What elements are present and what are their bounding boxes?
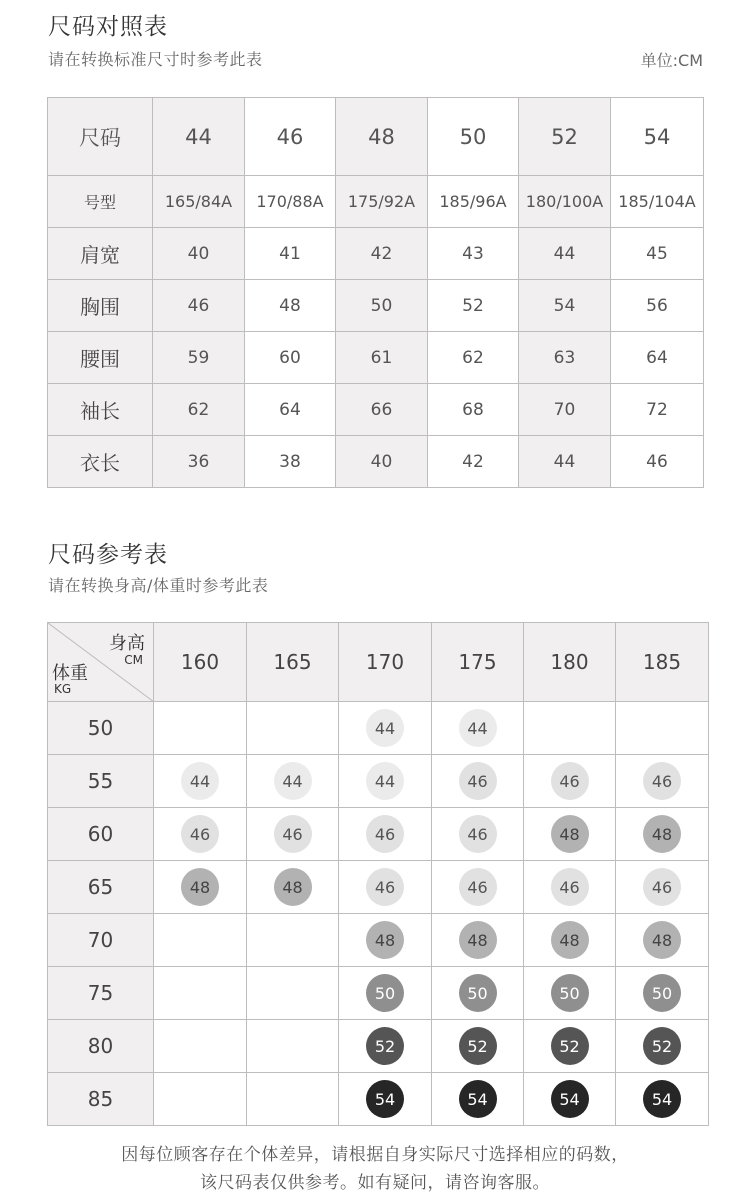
size-badge: 54 xyxy=(643,1080,681,1118)
size-badge: 48 xyxy=(643,921,681,959)
size-cell: 46 xyxy=(611,436,704,488)
height-axis-label: 身高 xyxy=(109,633,145,654)
size-badge: 48 xyxy=(366,921,404,959)
reference-cell xyxy=(432,1020,524,1073)
reference-cell xyxy=(616,914,709,967)
size-badge: 50 xyxy=(643,974,681,1012)
size-badge: 46 xyxy=(181,815,219,853)
reference-cell xyxy=(339,914,432,967)
reference-cell xyxy=(247,808,339,861)
reference-cell xyxy=(339,1020,432,1073)
size-badge: 46 xyxy=(366,815,404,853)
unit-label: 单位:CM xyxy=(640,51,703,70)
size-cell: 60 xyxy=(245,332,336,384)
height-header-cell: 160 xyxy=(154,623,247,702)
reference-cell xyxy=(247,755,339,808)
reference-cell xyxy=(616,702,709,755)
size-chart-subtitle: 请在转换标准尺寸时参考此表 xyxy=(48,50,263,69)
size-row-label: 胸围 xyxy=(48,280,153,332)
size-badge: 54 xyxy=(459,1080,497,1118)
size-row xyxy=(48,332,704,384)
size-badge: 48 xyxy=(274,868,312,906)
size-header-row xyxy=(48,98,704,176)
weight-unit-label: KG xyxy=(54,682,72,696)
reference-cell xyxy=(432,861,524,914)
reference-cell xyxy=(432,702,524,755)
height-header-cell: 170 xyxy=(339,623,432,702)
reference-cell xyxy=(247,861,339,914)
size-cell: 36 xyxy=(153,436,245,488)
size-cell: 54 xyxy=(519,280,611,332)
size-cell: 180/100A xyxy=(519,176,611,228)
reference-cell xyxy=(524,967,616,1020)
size-badge: 44 xyxy=(459,709,497,747)
size-cell: 40 xyxy=(153,228,245,280)
weight-row-label: 70 xyxy=(48,914,154,967)
size-badge: 48 xyxy=(643,815,681,853)
size-cell: 40 xyxy=(336,436,428,488)
size-cell: 45 xyxy=(611,228,704,280)
reference-chart-table xyxy=(47,622,709,1126)
reference-cell xyxy=(154,755,247,808)
weight-row xyxy=(48,861,709,914)
size-badge: 44 xyxy=(366,709,404,747)
reference-cell xyxy=(616,808,709,861)
size-badge: 46 xyxy=(643,868,681,906)
footnote-line-1: 因每位顾客存在个体差异，请根据自身实际尺寸选择相应的码数， xyxy=(121,1145,629,1165)
size-row-label: 肩宽 xyxy=(48,228,153,280)
size-badge: 44 xyxy=(181,762,219,800)
height-unit-label: CM xyxy=(124,653,143,667)
size-cell: 48 xyxy=(245,280,336,332)
size-cell: 170/88A xyxy=(245,176,336,228)
size-badge: 46 xyxy=(459,815,497,853)
reference-cell xyxy=(616,861,709,914)
reference-cell xyxy=(339,755,432,808)
reference-cell xyxy=(247,1020,339,1073)
reference-cell xyxy=(154,702,247,755)
size-badge: 50 xyxy=(551,974,589,1012)
reference-cell xyxy=(247,702,339,755)
height-header-cell: 180 xyxy=(524,623,616,702)
size-cell: 70 xyxy=(519,384,611,436)
weight-row xyxy=(48,1020,709,1073)
size-header-label: 尺码 xyxy=(48,98,153,176)
reference-cell xyxy=(524,861,616,914)
size-cell: 38 xyxy=(245,436,336,488)
size-row xyxy=(48,436,704,488)
size-badge: 46 xyxy=(274,815,312,853)
reference-cell xyxy=(339,702,432,755)
weight-row xyxy=(48,755,709,808)
reference-cell xyxy=(247,1073,339,1126)
weight-row xyxy=(48,914,709,967)
height-header-cell: 175 xyxy=(432,623,524,702)
size-badge: 50 xyxy=(366,974,404,1012)
size-cell: 52 xyxy=(428,280,519,332)
size-row xyxy=(48,176,704,228)
reference-cell xyxy=(524,1073,616,1126)
weight-row xyxy=(48,1073,709,1126)
reference-cell xyxy=(247,967,339,1020)
size-badge: 44 xyxy=(274,762,312,800)
size-cell: 64 xyxy=(611,332,704,384)
size-row xyxy=(48,384,704,436)
size-cell: 175/92A xyxy=(336,176,428,228)
size-badge: 46 xyxy=(459,868,497,906)
reference-chart-title: 尺码参考表 xyxy=(48,542,168,568)
reference-cell xyxy=(616,1073,709,1126)
size-chart-title: 尺码对照表 xyxy=(48,14,168,40)
size-cell: 56 xyxy=(611,280,704,332)
size-badge: 52 xyxy=(459,1027,497,1065)
reference-cell xyxy=(154,1073,247,1126)
size-badge: 50 xyxy=(459,974,497,1012)
reference-cell xyxy=(524,755,616,808)
size-badge: 46 xyxy=(459,762,497,800)
weight-axis-label: 体重 xyxy=(52,663,88,684)
size-cell: 62 xyxy=(153,384,245,436)
size-header-cell: 50 xyxy=(428,98,519,176)
footnote-line-2: 该尺码表仅供参考。如有疑问，请咨询客服。 xyxy=(200,1173,550,1193)
size-badge: 48 xyxy=(459,921,497,959)
size-cell: 72 xyxy=(611,384,704,436)
reference-chart-subtitle: 请在转换身高/体重时参考此表 xyxy=(48,576,269,595)
size-cell: 61 xyxy=(336,332,428,384)
size-row-label: 袖长 xyxy=(48,384,153,436)
size-cell: 59 xyxy=(153,332,245,384)
size-cell: 68 xyxy=(428,384,519,436)
size-header-cell: 46 xyxy=(245,98,336,176)
reference-cell xyxy=(154,861,247,914)
size-cell: 44 xyxy=(519,436,611,488)
size-badge: 46 xyxy=(366,868,404,906)
size-badge: 48 xyxy=(551,815,589,853)
reference-cell xyxy=(524,808,616,861)
size-badge: 52 xyxy=(366,1027,404,1065)
size-cell: 41 xyxy=(245,228,336,280)
size-cell: 42 xyxy=(336,228,428,280)
footnote xyxy=(0,1141,750,1197)
weight-row xyxy=(48,967,709,1020)
reference-cell xyxy=(432,967,524,1020)
reference-cell xyxy=(339,967,432,1020)
size-row-label: 衣长 xyxy=(48,436,153,488)
weight-row xyxy=(48,808,709,861)
reference-cell xyxy=(524,702,616,755)
size-header-cell: 48 xyxy=(336,98,428,176)
size-badge: 48 xyxy=(181,868,219,906)
reference-cell xyxy=(154,914,247,967)
size-cell: 165/84A xyxy=(153,176,245,228)
size-badge: 46 xyxy=(551,762,589,800)
height-header-cell: 185 xyxy=(616,623,709,702)
size-cell: 185/104A xyxy=(611,176,704,228)
size-row-label: 腰围 xyxy=(48,332,153,384)
reference-cell xyxy=(524,1020,616,1073)
reference-cell xyxy=(616,967,709,1020)
reference-cell xyxy=(616,755,709,808)
weight-row-label: 65 xyxy=(48,861,154,914)
size-chart-table xyxy=(47,97,704,488)
reference-cell xyxy=(154,967,247,1020)
size-cell: 46 xyxy=(153,280,245,332)
size-badge: 54 xyxy=(551,1080,589,1118)
reference-header-row xyxy=(48,623,709,702)
size-cell: 66 xyxy=(336,384,428,436)
size-header-cell: 52 xyxy=(519,98,611,176)
size-cell: 185/96A xyxy=(428,176,519,228)
size-cell: 64 xyxy=(245,384,336,436)
weight-row xyxy=(48,702,709,755)
reference-cell xyxy=(432,808,524,861)
size-header-cell: 44 xyxy=(153,98,245,176)
reference-cell xyxy=(432,1073,524,1126)
reference-cell xyxy=(524,914,616,967)
size-header-cell: 54 xyxy=(611,98,704,176)
weight-row-label: 75 xyxy=(48,967,154,1020)
weight-row-label: 85 xyxy=(48,1073,154,1126)
reference-cell xyxy=(432,755,524,808)
size-cell: 63 xyxy=(519,332,611,384)
size-row-label: 号型 xyxy=(48,176,153,228)
size-cell: 50 xyxy=(336,280,428,332)
size-badge: 46 xyxy=(643,762,681,800)
size-cell: 44 xyxy=(519,228,611,280)
size-row xyxy=(48,280,704,332)
size-badge: 52 xyxy=(643,1027,681,1065)
reference-cell xyxy=(339,1073,432,1126)
size-badge: 52 xyxy=(551,1027,589,1065)
size-cell: 43 xyxy=(428,228,519,280)
size-row xyxy=(48,228,704,280)
size-badge: 54 xyxy=(366,1080,404,1118)
size-cell: 42 xyxy=(428,436,519,488)
weight-row-label: 50 xyxy=(48,702,154,755)
reference-cell xyxy=(616,1020,709,1073)
reference-cell xyxy=(339,861,432,914)
reference-cell xyxy=(432,914,524,967)
reference-cell xyxy=(154,808,247,861)
reference-cell xyxy=(247,914,339,967)
size-badge: 48 xyxy=(551,921,589,959)
reference-cell xyxy=(154,1020,247,1073)
height-header-cell: 165 xyxy=(247,623,339,702)
size-badge: 46 xyxy=(551,868,589,906)
weight-row-label: 55 xyxy=(48,755,154,808)
weight-row-label: 60 xyxy=(48,808,154,861)
weight-row-label: 80 xyxy=(48,1020,154,1073)
size-badge: 44 xyxy=(366,762,404,800)
corner-cell xyxy=(48,623,154,702)
reference-cell xyxy=(339,808,432,861)
size-cell: 62 xyxy=(428,332,519,384)
